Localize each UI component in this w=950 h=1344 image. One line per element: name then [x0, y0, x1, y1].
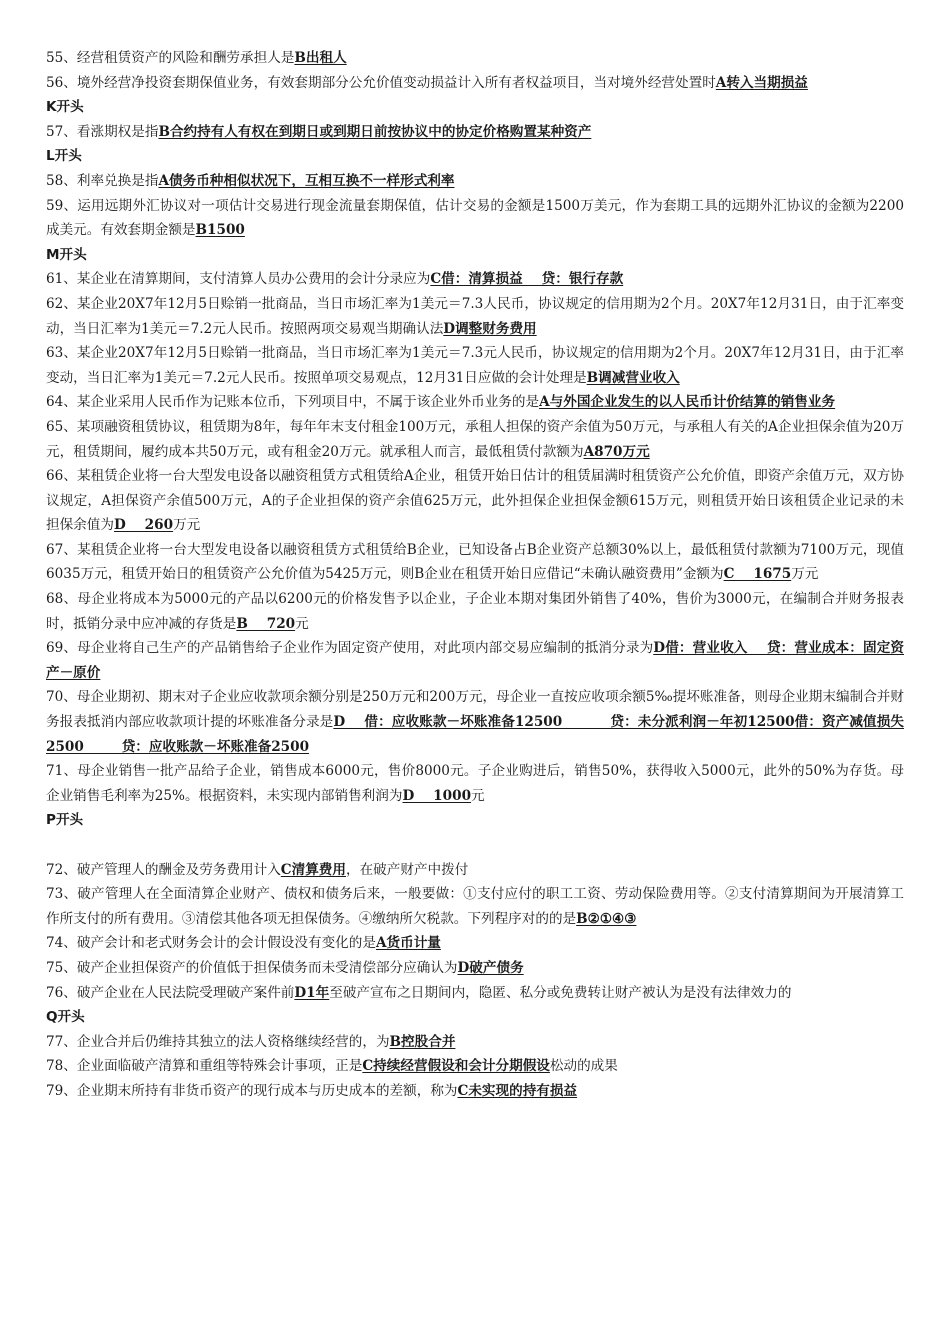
section-heading — [46, 95, 904, 120]
question-item — [46, 194, 904, 243]
answer-text: C清算费用 — [280, 861, 346, 878]
question-text: 76、破产企业在人民法院受理破产案件前 — [46, 984, 295, 1001]
question-text: 57、看涨期权是指 — [46, 123, 159, 140]
question-text: 万元 — [791, 566, 819, 583]
question-text: 74、破产会计和老式财务会计的会计假设没有变化的是 — [46, 935, 376, 952]
question-item — [46, 292, 904, 341]
question-text: 65、某项融资租赁协议，租赁期为8年，每年年末支付租金100万元，承租人担保的资产余值为50万元，与承租人有关的A企业担保余值为20万元，租赁期间，履约成本共50万元，或有租金20万元。就承租人而言，最低租赁付款额为 — [46, 418, 904, 460]
heading-text: Q开头 — [46, 1009, 85, 1026]
blank-line — [46, 833, 904, 858]
section-heading — [46, 243, 904, 268]
question-text: ，在破产财产中拨付 — [346, 861, 469, 878]
question-item — [46, 858, 904, 883]
question-item — [46, 120, 904, 145]
question-text: 56、境外经营净投资套期保值业务，有效套期部分公允价值变动损益计入所有者权益项目，当对境外经营处置时 — [46, 74, 716, 91]
heading-text: K开头 — [46, 99, 84, 116]
answer-text: A与外国企业发生的以人民币计价结算的销售业务 — [539, 394, 836, 411]
question-text: 72、破产管理人的酬金及劳务费用计入 — [46, 861, 281, 878]
heading-text: L开头 — [46, 148, 82, 165]
heading-text: M开头 — [46, 246, 87, 263]
question-text: 元 — [295, 615, 309, 632]
answer-text: D 260 — [113, 517, 174, 534]
question-text: 55、经营租赁资产的风险和酬劳承担人是 — [46, 50, 295, 66]
question-text: 松动的成果 — [549, 1058, 618, 1075]
answer-text: B1500 — [195, 222, 245, 239]
answer-text: C未实现的持有损益 — [457, 1082, 578, 1099]
answer-text: B控股合并 — [389, 1033, 456, 1050]
question-item — [46, 882, 904, 931]
question-text: 66、某租赁企业将一台大型发电设备以融资租赁方式租赁给A企业，租赁开始日估计的租赁届满时租赁资产公允价值，即资产余值万元，双方协议规定，A担保资产余值500万元，A的子企业担保的资产余值625万元，此外担保企业担保金额615万元，则租赁开始日该租赁企业记录的未担保余值为 — [46, 468, 904, 534]
answer-text: A货币计量 — [375, 935, 441, 952]
question-text: 70、母企业期初、期末对子企业应收款项余额分别是250万元和200万元，母企业一直按应收项余额5‰提坏账准备，则母企业期末编制合并财务报表抵消内部应收款项计提的坏账准备分录是 — [46, 689, 904, 731]
question-item — [46, 538, 904, 587]
question-item — [46, 464, 904, 538]
answer-text: D借：营业收入 贷：营业成本：固定资产－原价 — [46, 640, 904, 681]
answer-text: A转入当期损益 — [715, 74, 808, 91]
section-heading — [46, 1005, 904, 1030]
question-item — [46, 1054, 904, 1079]
question-item — [46, 390, 904, 415]
answer-text: A870万元 — [583, 443, 650, 460]
question-text: 77、企业合并后仍维持其独立的法人资格继续经营的，为 — [46, 1033, 390, 1050]
question-item — [46, 685, 904, 759]
question-item — [46, 1030, 904, 1055]
answer-text: D破产债务 — [457, 959, 524, 976]
question-text: 71、母企业销售一批产品给子企业，销售成本6000元，售价8000元。子企业购进后，销售50%，获得收入5000元，此外的50%为存货。母企业销售毛利率为25%。根据资料，未实现内部销售利润为 — [46, 763, 904, 804]
question-text: 万元 — [173, 517, 201, 534]
question-item — [46, 587, 904, 636]
question-text: 61、某企业在清算期间，支付清算人员办公费用的会计分录应为 — [46, 271, 431, 288]
question-text: 69、母企业将自己生产的产品销售给子企业作为固定资产使用，对此项内部交易应编制的抵消分录为 — [46, 640, 654, 657]
question-text: 79、企业期末所持有非货币资产的现行成本与历史成本的差额，称为 — [46, 1082, 458, 1099]
answer-text: D1年 — [294, 984, 330, 1001]
section-heading — [46, 808, 904, 833]
question-text: 68、母企业将成本为5000元的产品以6200元的价格发售予以企业，子企业本期对集团外销售了40%，售价为3000元，在编制合并财务报表时，抵销分录中应冲减的存货是 — [46, 591, 904, 632]
answer-text: A债务币种相似状况下，互相互换不一样形式利率 — [158, 172, 455, 189]
question-item — [46, 169, 904, 194]
question-text: 73、破产管理人在全面清算企业财产、债权和债务后来，一般要做：①支付应付的职工工资、劳动保险费用等。②支付清算期间为开展清算工作所支付的所有费用。③清偿其他各项无担保债务。④缴纳所欠税款。下列程序对的的是 — [46, 886, 904, 927]
question-text: 78、企业面临破产清算和重组等特殊会计事项，正是 — [46, 1058, 363, 1075]
answer-text: B出租人 — [294, 50, 347, 66]
question-item — [46, 267, 904, 292]
question-item — [46, 415, 904, 464]
answer-text: C 1675 — [723, 566, 792, 583]
question-item — [46, 931, 904, 956]
question-text: 63、某企业20X7年12月5日赊销一批商品，当日市场汇率为1美元＝7.3元人民币，协议规定的信用期为2个月。20X7年12月31日，由于汇率变动，当日汇率为1美元＝7.2元人民币。按照单项交易观点，12月31日应做的会计处理是 — [46, 345, 904, 386]
question-item — [46, 636, 904, 685]
question-item — [46, 956, 904, 981]
answer-text: B合约持有人有权在到期日或到期日前按协议中的协定价格购置某种资产 — [158, 123, 592, 140]
heading-text: P开头 — [46, 812, 84, 829]
answer-text: D 1000 — [402, 787, 472, 804]
question-text: 至破产宣布之日期间内，隐匿、私分或免费转让财产被认为是没有法律效力的 — [329, 984, 792, 1001]
answer-text: D 借：应收账款－坏账准备12500 贷：未分派利润－年初12500借：资产减值损失2500 贷：应收账款－坏账准备2500 — [46, 714, 905, 755]
answer-text: B 720 — [236, 615, 296, 632]
question-item — [46, 71, 904, 96]
document-body — [46, 46, 904, 1104]
question-text: 75、破产企业担保资产的价值低于担保债务而未受清偿部分应确认为 — [46, 959, 458, 976]
question-text: 元 — [471, 787, 485, 804]
answer-text: B调减营业收入 — [586, 369, 680, 386]
question-text: 59、运用远期外汇协议对一项估计交易进行现金流量套期保值，估计交易的金额是1500万美元，作为套期工具的远期外汇协议的金额为2200成美元。有效套期金额是 — [46, 197, 904, 239]
question-item — [46, 759, 904, 808]
answer-text: C借：清算损益 贷：银行存款 — [430, 271, 624, 288]
question-item — [46, 341, 904, 390]
question-item — [46, 981, 904, 1006]
answer-text: D调整财务费用 — [443, 320, 537, 337]
answer-text: B②①④③ — [576, 910, 637, 927]
question-item — [46, 1079, 904, 1104]
question-text: 58、利率兑换是指 — [46, 172, 159, 189]
question-text: 62、某企业20X7年12月5日赊销一批商品，当日市场汇率为1美元＝7.3人民币，协议规定的信用期为2个月。20X7年12月31日，由于汇率变动，当日汇率为1美元＝7.2元人民币。按照两项交易观当期确认法 — [46, 295, 904, 337]
section-heading — [46, 144, 904, 169]
question-text: 67、某租赁企业将一台大型发电设备以融资租赁方式租赁给B企业，已知设备占B企业资产总额30%以上，最低租赁付款额为7100万元，现值6035万元，租赁开始日的租赁资产公允价值为5425万元，则B企业在租赁开始日应借记“未确认融资费用”金额为 — [46, 541, 904, 583]
question-text: 64、某企业采用人民币作为记账本位币，下列项目中，不属于该企业外币业务的是 — [46, 394, 540, 411]
question-item — [46, 46, 904, 71]
answer-text: C持续经营假设和会计分期假设 — [362, 1058, 550, 1075]
